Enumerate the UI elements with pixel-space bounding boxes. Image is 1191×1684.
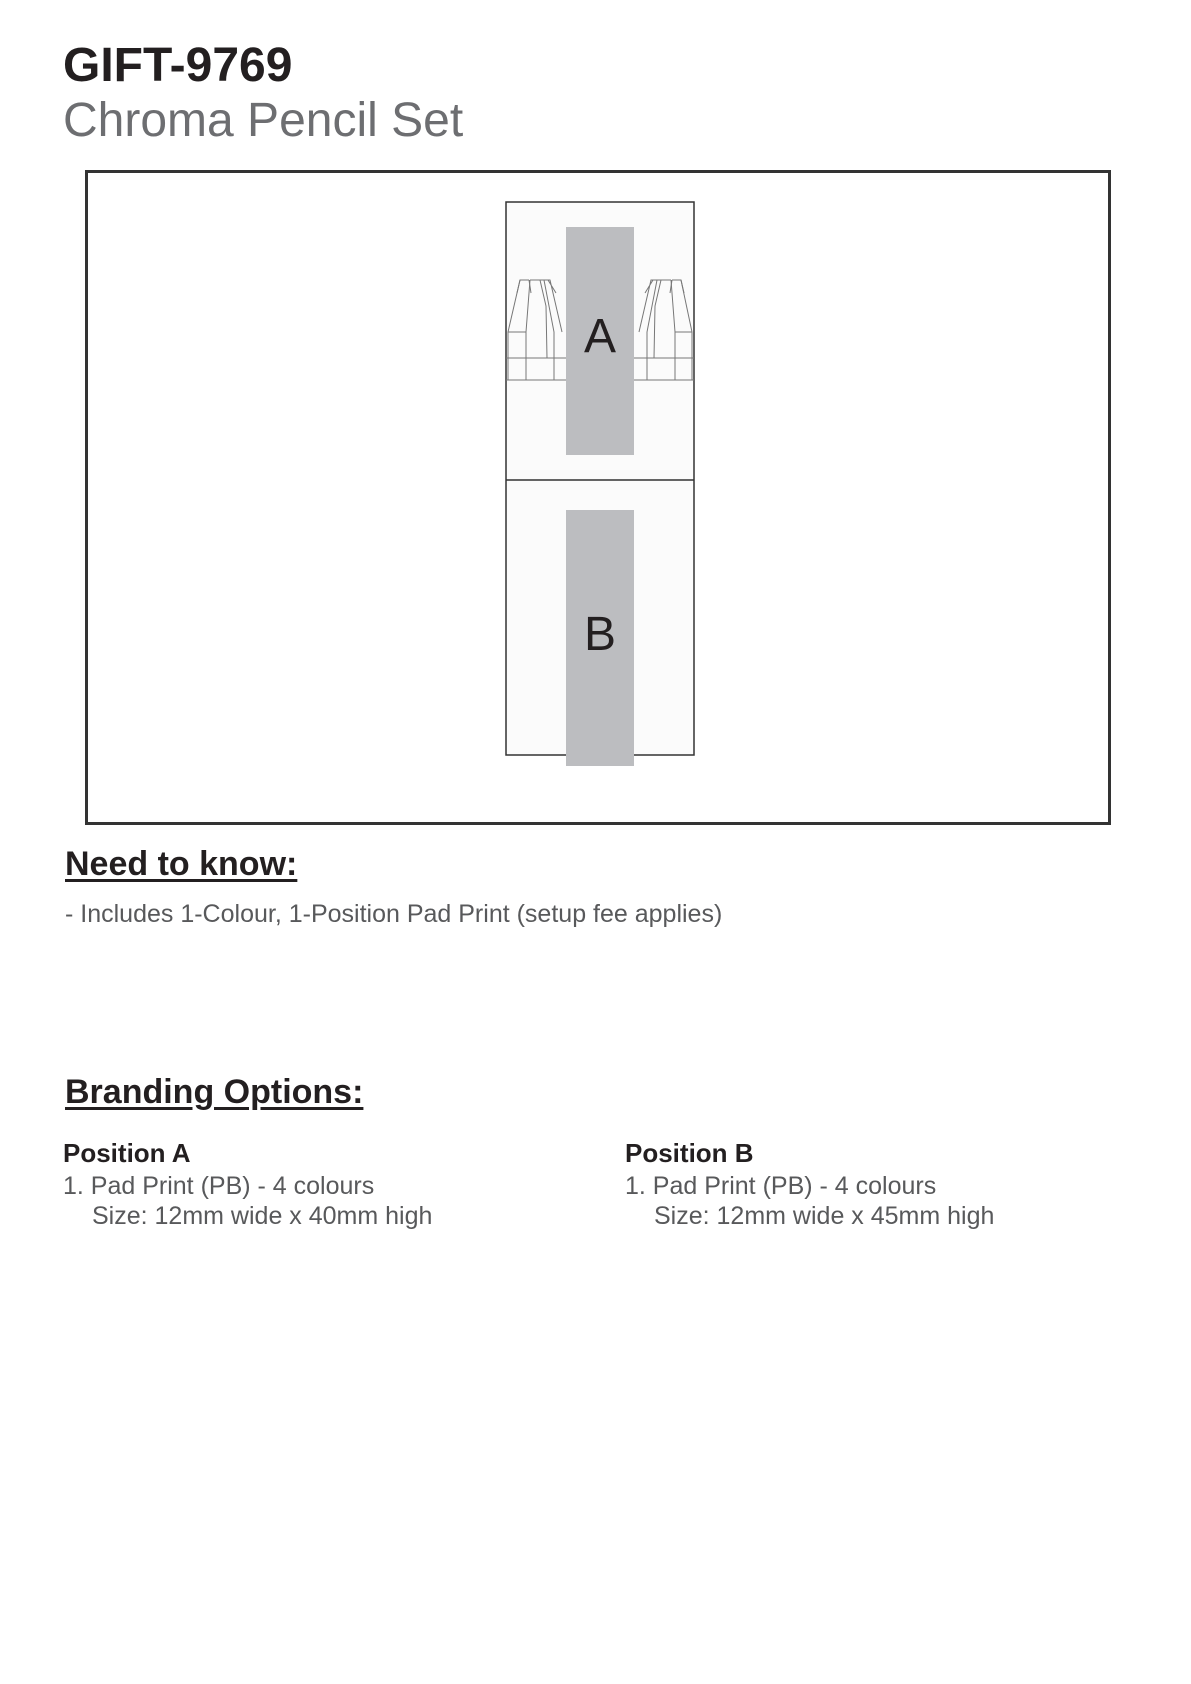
branding-position-b bbox=[625, 1139, 994, 1231]
position-b-size: Size: 12mm wide x 45mm high bbox=[654, 1201, 995, 1230]
print-area-b-label: B bbox=[583, 608, 617, 661]
pencil-set-drawing bbox=[88, 173, 1108, 822]
branding-options-heading: Branding Options: bbox=[65, 1073, 364, 1111]
branding-position-a bbox=[63, 1139, 432, 1231]
position-b-title: Position B bbox=[625, 1138, 754, 1168]
print-area-a-label: A bbox=[583, 310, 617, 363]
product-code: GIFT-9769 bbox=[63, 39, 293, 92]
position-a-method: 1. Pad Print (PB) - 4 colours bbox=[63, 1171, 375, 1200]
position-b-method: 1. Pad Print (PB) - 4 colours bbox=[625, 1171, 937, 1200]
position-a-size: Size: 12mm wide x 40mm high bbox=[92, 1201, 433, 1230]
product-diagram bbox=[85, 170, 1111, 825]
need-to-know-heading: Need to know: bbox=[65, 845, 298, 883]
need-to-know-item: - Includes 1-Colour, 1-Position Pad Print (setup fee applies) bbox=[65, 900, 723, 928]
position-a-title: Position A bbox=[63, 1138, 191, 1168]
product-name: Chroma Pencil Set bbox=[63, 94, 464, 147]
